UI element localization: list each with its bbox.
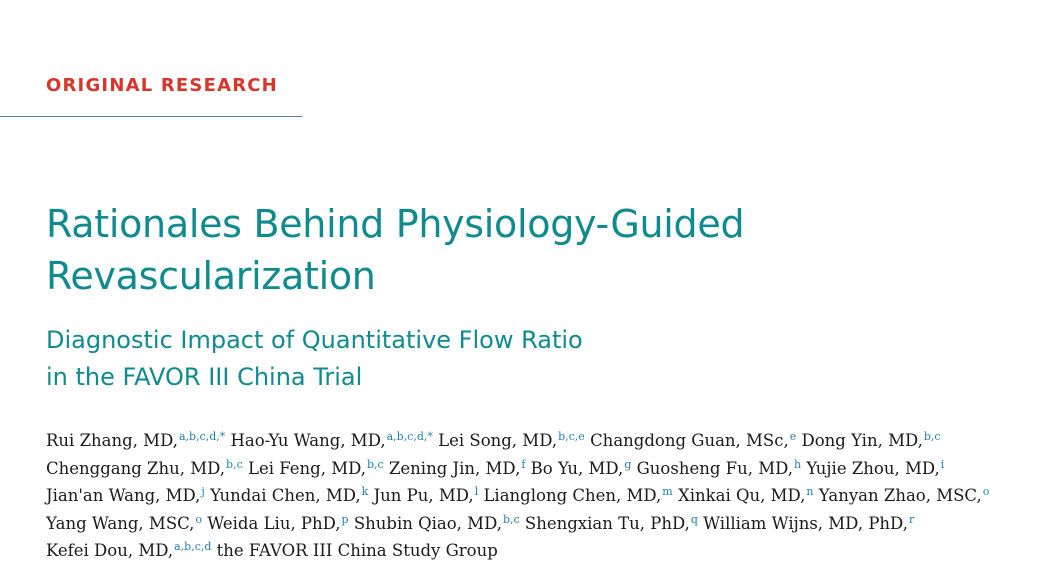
author — [210, 486, 368, 505]
author-name: Yanyan Zhao, MSC, — [818, 486, 982, 505]
author — [819, 486, 990, 505]
author-name: Rui Zhang, MD, — [46, 431, 178, 450]
subtitle-line: Diagnostic Impact of Quantitative Flow Ratio — [46, 326, 583, 354]
author — [438, 431, 585, 450]
author — [207, 514, 348, 533]
author-name: the FAVOR III China Study Group — [216, 541, 498, 560]
author — [46, 514, 202, 533]
author-name: Lianglong Chen, MD, — [483, 486, 662, 505]
title-line: Revascularization — [46, 254, 376, 298]
affiliation-link[interactable]: q — [690, 512, 698, 526]
author-name: Shubin Qiao, MD, — [353, 513, 502, 533]
author-name: Jun Pu, MD, — [373, 486, 474, 505]
author — [46, 541, 211, 560]
affiliation-link[interactable]: j — [201, 485, 205, 498]
author-line — [46, 427, 1046, 455]
author-list — [46, 427, 1046, 565]
affiliation-link[interactable]: p — [341, 512, 349, 526]
affiliation-link[interactable]: b,c — [226, 457, 243, 471]
author — [590, 431, 796, 450]
affiliation-link[interactable]: r — [908, 512, 915, 526]
affiliation-link[interactable]: b,c,e — [558, 430, 585, 443]
section-divider — [0, 116, 302, 117]
author — [389, 459, 525, 478]
affiliation-link[interactable]: i — [940, 457, 945, 471]
affiliation-link[interactable]: h — [794, 457, 802, 471]
author-name: Hao-Yu Wang, MD, — [230, 431, 386, 450]
author-line — [46, 482, 1046, 510]
affiliation-link[interactable]: o — [982, 485, 990, 498]
subtitle-line: in the FAVOR III China Trial — [46, 363, 363, 391]
author-name: William Wijns, MD, PhD, — [703, 513, 908, 533]
author-name: Jian'an Wang, MD, — [46, 486, 201, 505]
author-line — [46, 455, 1046, 483]
affiliation-link[interactable]: g — [624, 457, 632, 471]
title-line: Rationales Behind Physiology-Guided — [46, 202, 745, 246]
author-name: Yujie Zhou, MD, — [806, 458, 940, 478]
author — [637, 459, 801, 478]
author-name: Changdong Guan, MSc, — [590, 431, 789, 450]
author-name: Xinkai Qu, MD, — [677, 486, 806, 505]
author — [806, 459, 944, 478]
affiliation-link[interactable]: a,b,c,d,* — [178, 430, 226, 443]
article-title — [46, 198, 1026, 302]
author-name: Weida Liu, PhD, — [207, 513, 341, 533]
author — [703, 514, 914, 533]
author-name: Lei Song, MD, — [438, 431, 558, 450]
affiliation-link[interactable]: m — [662, 485, 673, 498]
affiliation-link[interactable]: o — [195, 512, 203, 526]
author — [46, 431, 225, 450]
author — [483, 486, 672, 505]
author-line — [46, 510, 1046, 538]
affiliation-link[interactable]: b,c — [502, 512, 520, 526]
affiliation-link[interactable]: b,c — [923, 430, 941, 443]
author — [525, 514, 698, 533]
author — [46, 459, 243, 478]
author-name: Yang Wang, MSC, — [46, 513, 195, 533]
author-name: Zening Jin, MD, — [388, 458, 521, 478]
affiliation-link[interactable]: a,b,c,d,* — [386, 430, 433, 443]
author — [531, 459, 632, 478]
section-label: ORIGINAL RESEARCH — [46, 75, 278, 96]
author — [231, 431, 433, 450]
author-name: Lei Feng, MD, — [247, 458, 366, 478]
affiliation-link[interactable]: l — [474, 485, 479, 498]
author — [374, 486, 479, 505]
author-name: Shengxian Tu, PhD, — [524, 513, 690, 533]
author — [248, 459, 384, 478]
author — [46, 486, 205, 505]
affiliation-link[interactable]: n — [806, 485, 814, 498]
author — [217, 541, 498, 560]
author-name: Bo Yu, MD, — [530, 458, 624, 478]
author-name: Yundai Chen, MD, — [210, 486, 361, 505]
affiliation-link[interactable]: k — [361, 485, 369, 498]
author-name: Guosheng Fu, MD, — [636, 458, 793, 478]
affiliation-link[interactable]: b,c — [367, 457, 384, 471]
author — [678, 486, 814, 505]
author — [354, 514, 520, 533]
author-name: Kefei Dou, MD, — [46, 541, 174, 560]
author — [801, 431, 940, 450]
author-name: Dong Yin, MD, — [801, 431, 923, 450]
affiliation-link[interactable]: a,b,c,d — [174, 540, 212, 553]
affiliation-link[interactable]: e — [789, 430, 797, 443]
author-name: Chenggang Zhu, MD, — [46, 458, 226, 478]
author-line — [46, 537, 1046, 565]
article-subtitle — [46, 322, 1026, 396]
affiliation-link[interactable]: f — [521, 457, 526, 471]
